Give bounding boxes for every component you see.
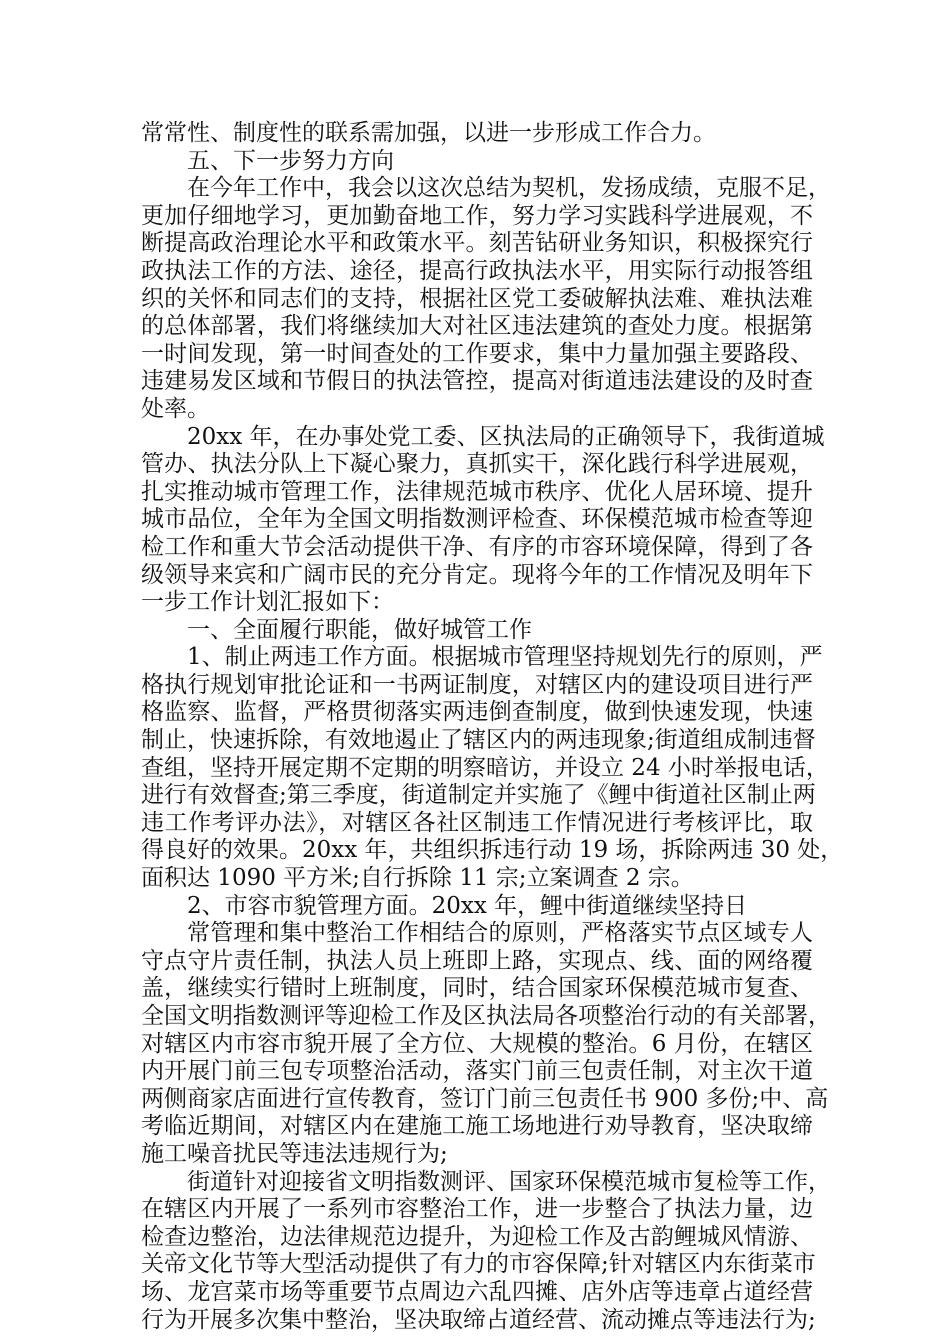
text-line: 行为开展多次集中整治，坚决取缔占道经营、流动摊点等违法行为; xyxy=(141,1306,816,1333)
text-line: 1、制止两违工作方面。根据城市管理坚持规划先行的原则，严 xyxy=(187,644,823,671)
text-line: 20xx 年，在办事处党工委、区执法局的正确领导下，我街道城 xyxy=(187,423,825,450)
text-line: 断提高政治理论水平和政策水平。刻苦钻研业务知识，积极探究行 xyxy=(141,230,813,257)
text-line: 违建易发区域和节假日的执法管控，提高对街道违法建设的及时查 xyxy=(141,368,813,395)
text-line: 级领导来宾和广阔市民的充分肯定。现将今年的工作情况及明年下 xyxy=(141,561,813,588)
text-line: 织的关怀和同志们的支持，根据社区党工委破解执法难、难执法难 xyxy=(141,285,813,312)
text-line: 对辖区内市容市貌开展了全方位、大规模的整治。6 月份，在辖区 xyxy=(141,1030,813,1057)
text-line: 查组，坚持开展定期不定期的明察暗访，并设立 24 小时举报电话， xyxy=(141,754,829,781)
text-line: 城市品位，全年为全国文明指数测评检查、环保模范城市检查等迎 xyxy=(141,506,813,533)
text-line: 检查边整治，边法律规范边提升，为迎检工作及古韵鲤城风情游、 xyxy=(141,1223,813,1250)
text-line: 内开展门前三包专项整治活动，落实门前三包责任制，对主次干道 xyxy=(141,1058,813,1085)
text-line: 五、下一步努力方向 xyxy=(187,147,394,174)
text-line: 常常性、制度性的联系需加强，以进一步形成工作合力。 xyxy=(141,120,716,146)
text-line: 的总体部署，我们将继续加大对社区违法建筑的查处力度。根据第 xyxy=(141,313,813,340)
text-line: 一步工作计划汇报如下： xyxy=(141,589,394,616)
text-line: 一、全面履行职能，做好城管工作 xyxy=(187,616,532,643)
text-line: 制止，快速拆除，有效地遏止了辖区内的两违现象;街道组成制违督 xyxy=(141,727,816,754)
text-line: 检工作和重大节会活动提供干净、有序的市容环境保障，得到了各 xyxy=(141,533,813,560)
text-line: 政执法工作的方法、途径，提高行政执法水平，用实际行动报答组 xyxy=(141,257,813,284)
text-line: 扎实推动城市管理工作，法律规范城市秩序、优化人居环境、提升 xyxy=(141,478,813,505)
text-line: 得良好的效果。20xx 年，共组织拆违行动 19 场，拆除两违 30 处， xyxy=(141,837,844,864)
text-line: 考临近期间，对辖区内在建施工施工场地进行劝导教育，坚决取缔 xyxy=(141,1113,813,1140)
text-line: 格执行规划审批论证和一书两证制度，对辖区内的建设项目进行严 xyxy=(141,671,813,698)
text-line: 违工作考评办法》，对辖区各社区制违工作情况进行考核评比，取 xyxy=(141,809,813,836)
text-line: 施工噪音扰民等违法违规行为; xyxy=(141,1140,448,1167)
text-line: 进行有效督查;第三季度，街道制定并实施了《鲤中街道社区制止两 xyxy=(141,782,816,809)
text-line: 盖，继续实行错时上班制度，同时，结合国家环保模范城市复查、 xyxy=(141,975,813,1002)
text-line: 常管理和集中整治工作相结合的原则，严格落实节点区域专人 xyxy=(187,920,813,947)
text-line: 两侧商家店面进行宣传教育，签订门前三包责任书 900 多份;中、高 xyxy=(141,1085,829,1112)
text-line: 守点守片责任制，执法人员上班即上路，实现点、线、面的网络覆 xyxy=(141,947,813,974)
text-line: 更加仔细地学习，更加勤奋地工作，努力学习实践科学进展观，不 xyxy=(141,202,813,229)
text-line: 处率。 xyxy=(141,395,210,422)
text-line: 全国文明指数测评等迎检工作及区执法局各项整治行动的有关部署， xyxy=(141,1003,831,1029)
document-body xyxy=(141,120,844,1334)
text-line: 在今年工作中，我会以这次总结为契机，发扬成绩，克服不足， xyxy=(187,175,831,202)
text-line: 场、龙宫菜市场等重要节点周边六乱四摊、店外店等违章占道经营 xyxy=(141,1278,813,1305)
text-line: 在辖区内开展了一系列市容整治工作，进一步整合了执法力量，边 xyxy=(141,1196,813,1223)
text-line: 街道针对迎接省文明指数测评、国家环保模范城市复检等工作， xyxy=(187,1168,831,1195)
text-line: 格监察、监督，严格贯彻落实两违倒查制度，做到快速发现，快速 xyxy=(141,699,813,726)
text-line: 一时间发现，第一时间查处的工作要求，集中力量加强主要路段、 xyxy=(141,340,813,367)
text-line: 管办、执法分队上下凝心聚力，真抓实干，深化践行科学进展观， xyxy=(141,451,813,478)
text-line: 面积达 1090 平方米;自行拆除 11 宗;立案调查 2 宗。 xyxy=(141,865,694,892)
text-line: 2、市容市貌管理方面。20xx 年，鲤中街道继续坚持日 xyxy=(187,892,748,919)
text-line: 关帝文化节等大型活动提供了有力的市容保障;针对辖区内东街菜市 xyxy=(141,1251,816,1278)
